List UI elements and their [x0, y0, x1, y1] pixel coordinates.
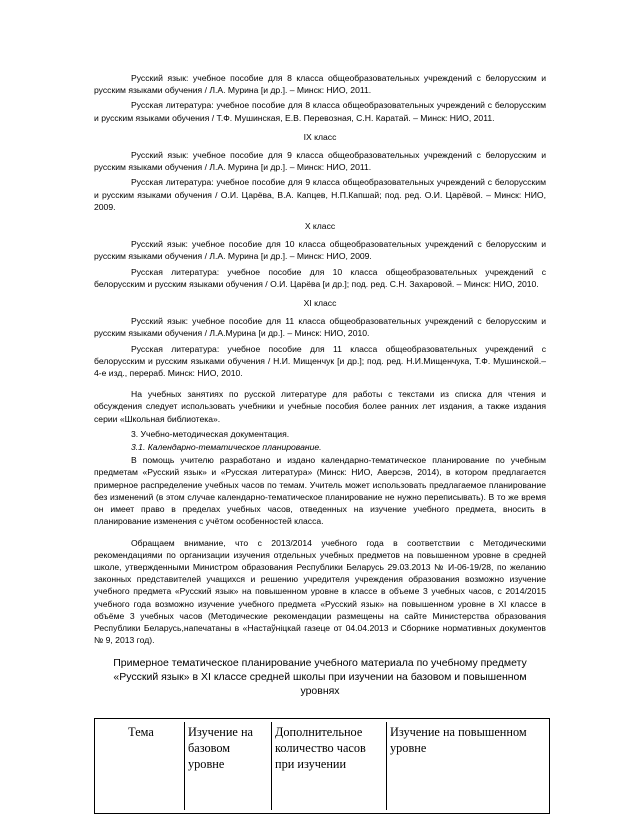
column-topic [98, 722, 185, 810]
plan-paragraph: В помощь учителю разработано и издано календарно-тематическое планирование по учебным предметам «Русский язык» и «Русская литература» (Минск: НИО, Аверсэв, 2014), в котором предлагается примерное распределение учебных часов по темам. Учитель может использовать предлагаемое планирование без изменений (в этом случае календарно-тематическое планирование не нужно переписывать). В то же время он имеет право в пределах учебных часов, отведенных на изучение учебного предмета, вносить в планирование изменения с учётом особенностей класса. [94, 455, 546, 527]
column-label-line: базовом [188, 741, 231, 755]
reference-paragraph: Русская литература: учебное пособие для 9 класса общеобразовательных учреждений с белорусским и русским языками обучения / О.И. Царёва, В.А. Капцев, Н.П.Капшай; под. ред. О.И. Царёвой. – Минск: НИО, 2009. [94, 177, 546, 212]
grade-heading: X класс [304, 221, 336, 232]
column-label-line: Дополнительное [275, 725, 363, 739]
column-label-line: при изучении [275, 757, 347, 771]
grade-heading: IX класс [303, 131, 337, 142]
reference-paragraph: Русская литература: учебное пособие для 8 класса общеобразовательных учреждений с белорусским и русским языками обучения / Т.Ф. Мушинская, Е.В. Перевозная, С.Н. Каратай. – Минск: НИО, 2011. [94, 100, 546, 123]
column-basic-level [185, 722, 272, 810]
reference-paragraph: Русская литература: учебное пособие для 10 класса общеобразовательных учреждений с белорусским и русским языками обучения / О.И. Царёва [и др.]; под. ред. С.Н. Захаровой. – Минск: НИО, 2010. [94, 266, 546, 289]
table-header-row [95, 719, 550, 814]
column-additional-hours [272, 722, 387, 810]
document-page [94, 72, 546, 698]
subsection-heading: 3.1. Календарно-тематическое планирование. [131, 442, 322, 453]
column-label-line: уровне [188, 757, 225, 771]
table-heading: Примерное тематическое планирование учебного материала по учебному предмету «Русский язык» в XI классе средней школы при изучении на базовом и повышенном уровнях [113, 657, 527, 698]
column-topic-label: Тема [128, 725, 154, 739]
column-label-line: Изучение на [188, 725, 254, 739]
column-advanced-level [387, 722, 539, 810]
plan-table [94, 718, 550, 814]
column-label-line: уровне [390, 741, 427, 755]
grade-heading: XI класс [303, 298, 337, 309]
reference-paragraph: Русский язык: учебное пособие для 10 класса общеобразовательных учреждений с белорусским и русским языками обучения / Л.А. Мурина [и др.]. – Минск: НИО, 2009. [94, 239, 546, 262]
column-label-line: Изучение на повышенном [390, 725, 527, 739]
note-paragraph: На учебных занятиях по русской литературе для работы с текстами из списка для чтения и обсуждения следует использовать учебники и учебные пособия более ранних лет издания, а также издания серии «Школьная библиотека». [94, 389, 546, 424]
reference-paragraph: Русский язык: учебное пособие для 8 класса общеобразовательных учреждений с белорусским и русским языками обучения / Л.А. Мурина [и др.]. – Минск: НИО, 2011. [94, 73, 546, 96]
reference-paragraph: Русский язык: учебное пособие для 9 класса общеобразовательных учреждений с белорусским и русским языками обучения / Л.А. Мурина [и др.]. – Минск: НИО, 2011. [94, 150, 546, 173]
column-label-line: количество часов [275, 741, 366, 755]
attention-paragraph: Обращаем внимание, что с 2013/2014 учебного года в соответствии с Методическими рекомендациями по организации изучения отдельных учебных предметов на повышенном уровне в средней школе, утвержденными Министром образования Республики Беларусь 29.03.2013 № И-06-19/28, по желанию законных представителей учащихся и решению учредителя учреждения образования возможно изучение учебного предмета «Русский язык» на повышенном уровне в классе в объеме 3 учебных часов, с 2014/2015 учебного года возможно изучение учебного предмета «Русский язык» на повышенном уровне в XI классе в объёме 3 учебных часов (Методические рекомендации размещены на сайте Министерства образования Республики Беларусь,напечатаны в «Настаўніцкай газеце от 04.04.2013 и Сборнике нормативных документов № 9, 2013 год). [94, 537, 546, 646]
reference-paragraph: Русский язык: учебное пособие для 11 класса общеобразовательных учреждений с белорусским и русским языками обучения / Л.А.Мурина [и др.]. – Минск: НИО, 2010. [94, 316, 546, 339]
reference-paragraph: Русская литература: учебное пособие для 11 класса общеобразовательных учреждений с белорусским и русским языками обучения / Н.И. Мищенчук [и др.]; под. ред. Н.И.Мищенчука, Т.Ф. Мушинской.–4-е изд., перераб. Минск: НИО, 2010. [94, 343, 546, 379]
section-heading: 3. Учебно-методическая документация. [131, 428, 290, 439]
